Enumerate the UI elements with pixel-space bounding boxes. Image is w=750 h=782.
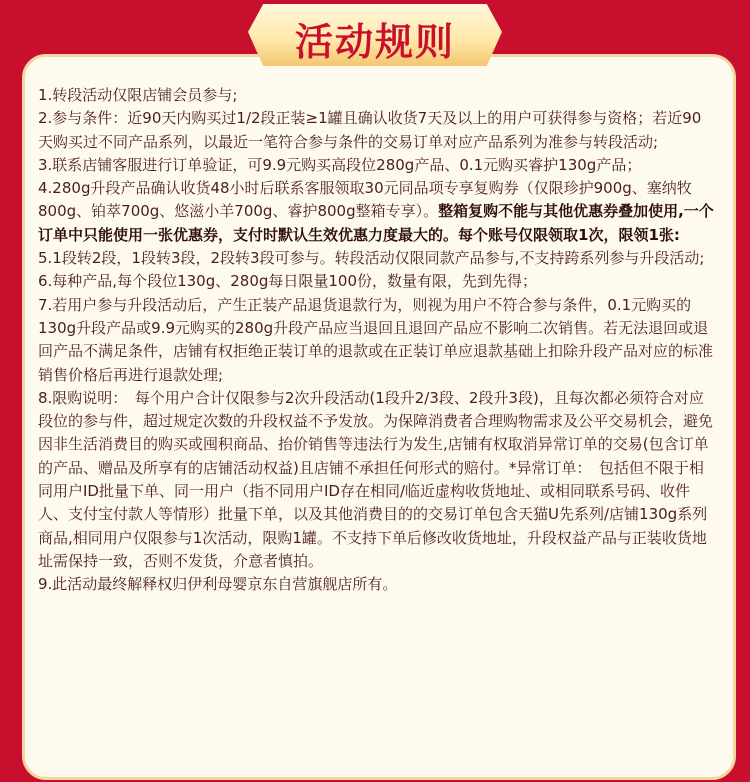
page-title: 活动规则 <box>294 20 455 64</box>
rule-item-6: 6.每种产品,每个段位130g、280g每日限量100份，数量有限，先到先得； <box>38 272 538 291</box>
title-banner <box>248 4 502 66</box>
rule-item-9: 9.此活动最终解释权归伊利母婴京东自营旗舰店所有。 <box>38 575 398 594</box>
rule-item-7: 7.若用户参与升段活动后，产生正装产品退货退款行为，则视为用户不符合参与条件，0.1元购买的130g升段产品或9.9元购买的280g升段产品应当退回且退回产品应不影响二次销售。若无法退回或退回产品不满足条件，店铺有权拒绝正装订单的退款或在正装订单应退款基础上扣除升段产品对应的标准销售价格后再进行退款处理; <box>38 295 714 384</box>
rule-item-1: 1.转段活动仅限店铺会员参与; <box>38 86 238 104</box>
rule-item-8: 8.限购说明： 每个用户合计仅限参与2次升段活动(1段升2/3段、2段升3段)，且每次都必须符合对应段位的参与件，超过规定次数的升段权益不予发放。为保障消费者合理购物需求及公平交易机会，避免因非生活消费目的购买或囤积商品、抬价销售等违法行为发生,店铺有权取消异常订单的交易(包含订单的产品、赠品及所享有的店铺活动权益)且店铺不承担任何形式的赔付。*异常订单： 包括但不限于相同用户ID批量下单、同一用户（指不同用户ID存在相同/临近虚构收货地址、或相同联系号码、收件人、支付宝付款人等情形）批量下单，以及其他消费目的的交易订单包含天猫U先系列/店铺130g系列商品,相同用户仅限参与1次活动，限购1罐。不支持下单后修改收货地址，升段权益产品与正装收货地址需保持一致，否则不发货，介意者慎拍。 <box>38 388 714 570</box>
rule-item-3: 3.联系店铺客服进行订单验证，可9.9元购买高段位280g产品、0.1元购买睿护130g产品； <box>38 155 642 174</box>
rule-item-4 <box>38 177 714 247</box>
rule-item-4-text: 4.280g升段产品确认收货48小时后联系客服领取30元同品项专享复购券（仅限珍护900g、塞纳牧800g、铂萃700g、悠滋小羊700g、睿护800g整箱专享）。 <box>38 179 692 221</box>
rule-item-4-bold: 整箱复购不能与其他优惠券叠加使用,一个订单中只能使用一张优惠券，支付时默认生效优惠力度最大的。每个账号仅限领取1次，限领1张: <box>38 202 714 244</box>
rule-item-5: 5.1段转2段，1段转3段，2段转3段可参与。转段活动仅限同款产品参与,不支持跨系列参与升段活动; <box>38 249 705 268</box>
rules-list <box>38 84 714 597</box>
rule-item-2: 2.参与条件：近90天内购买过1/2段正装≥1罐且确认收货7天及以上的用户可获得参与资格；若近90天购买过不同产品系列，以最近一笔符合参与条件的交易订单对应产品系列为准参与转段活动; <box>38 109 702 151</box>
